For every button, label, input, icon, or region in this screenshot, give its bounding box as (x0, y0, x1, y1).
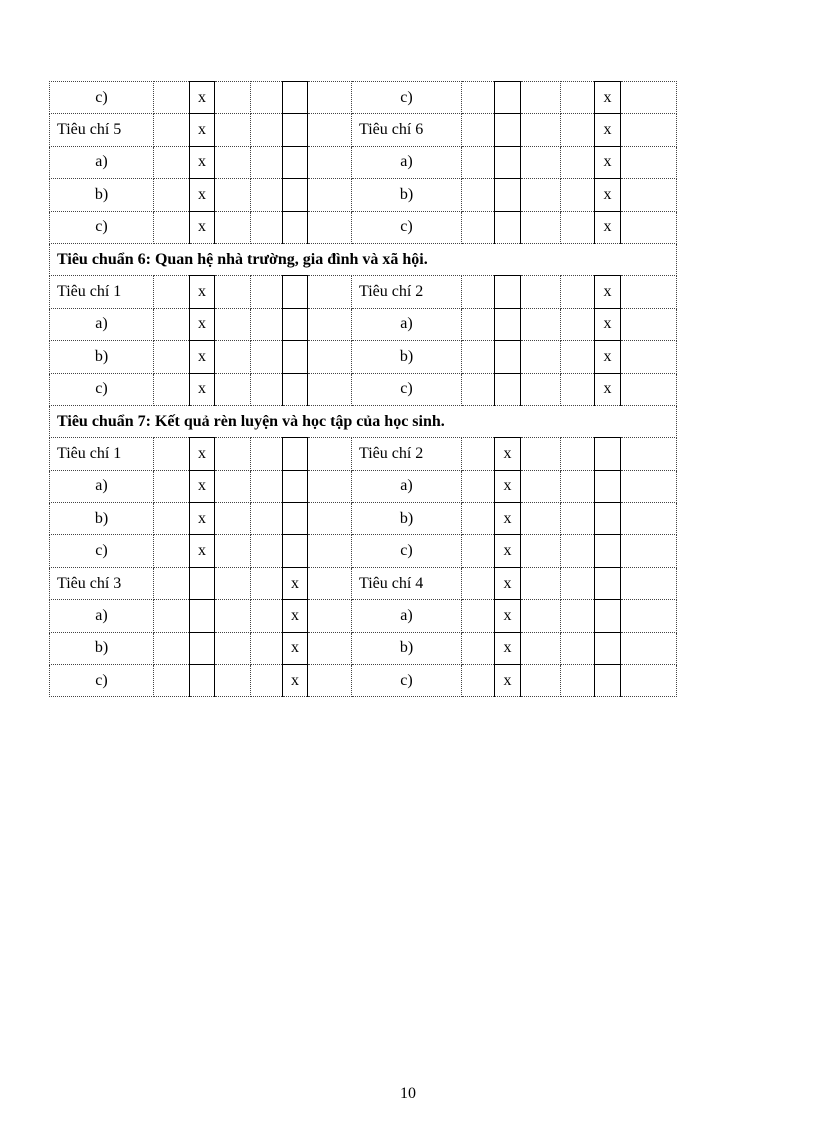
left-rating-cell (251, 600, 283, 632)
right-rating-cell (621, 341, 677, 373)
right-rating-cell (595, 438, 621, 470)
left-rating-cell: x (190, 146, 215, 178)
right-rating-cell (462, 211, 495, 243)
left-rating-cell (154, 535, 190, 567)
right-rating-cell: x (595, 82, 621, 114)
left-rating-cell (154, 567, 190, 599)
right-rating-cell (561, 535, 595, 567)
left-rating-cell (251, 179, 283, 211)
right-rating-cell (521, 373, 561, 405)
left-rating-cell: x (283, 632, 308, 664)
right-rating-cell (621, 211, 677, 243)
left-rating-cell (215, 567, 251, 599)
left-rating-cell (283, 470, 308, 502)
left-rating-cell (308, 308, 352, 340)
right-rating-cell (521, 632, 561, 664)
right-rating-cell (595, 535, 621, 567)
left-criterion-label: a) (50, 308, 154, 340)
right-rating-cell (621, 146, 677, 178)
right-rating-cell (561, 146, 595, 178)
left-criterion-label: c) (50, 82, 154, 114)
right-rating-cell (462, 438, 495, 470)
left-rating-cell (154, 470, 190, 502)
right-rating-cell (561, 179, 595, 211)
section-heading: Tiêu chuẩn 7: Kết quả rèn luyện và học tập của học sinh. (50, 405, 677, 437)
page-number: 10 (400, 1085, 416, 1102)
left-criterion-label: c) (50, 665, 154, 697)
left-rating-cell (308, 341, 352, 373)
left-rating-cell (308, 211, 352, 243)
right-rating-cell (561, 341, 595, 373)
right-rating-cell (621, 503, 677, 535)
right-rating-cell (521, 600, 561, 632)
left-criterion-label: a) (50, 146, 154, 178)
right-rating-cell (462, 373, 495, 405)
criterion-row (50, 211, 677, 243)
left-rating-cell: x (283, 567, 308, 599)
right-rating-cell (462, 665, 495, 697)
criterion-row (50, 567, 677, 599)
left-rating-cell (251, 373, 283, 405)
right-rating-cell (621, 567, 677, 599)
right-rating-cell (621, 276, 677, 308)
left-rating-cell (154, 146, 190, 178)
right-rating-cell (495, 276, 521, 308)
left-rating-cell (215, 373, 251, 405)
left-rating-cell (215, 470, 251, 502)
left-criterion-label: Tiêu chí 3 (50, 567, 154, 599)
left-rating-cell (251, 567, 283, 599)
left-rating-cell (154, 665, 190, 697)
left-rating-cell (251, 276, 283, 308)
right-rating-cell: x (595, 308, 621, 340)
right-rating-cell (521, 179, 561, 211)
right-rating-cell (521, 114, 561, 146)
right-rating-cell (495, 211, 521, 243)
left-rating-cell (308, 276, 352, 308)
left-rating-cell (154, 600, 190, 632)
left-rating-cell (215, 211, 251, 243)
criterion-row (50, 114, 677, 146)
right-rating-cell (521, 503, 561, 535)
right-rating-cell (495, 114, 521, 146)
right-rating-cell (561, 438, 595, 470)
left-rating-cell (308, 632, 352, 664)
left-rating-cell (251, 665, 283, 697)
left-rating-cell (308, 438, 352, 470)
right-rating-cell (621, 535, 677, 567)
right-criterion-label: a) (352, 146, 462, 178)
right-rating-cell: x (595, 341, 621, 373)
left-rating-cell (154, 373, 190, 405)
right-criterion-label: b) (352, 341, 462, 373)
left-rating-cell: x (190, 341, 215, 373)
right-rating-cell (595, 600, 621, 632)
left-rating-cell (154, 211, 190, 243)
right-rating-cell (462, 82, 495, 114)
left-rating-cell (308, 567, 352, 599)
right-rating-cell (561, 567, 595, 599)
right-rating-cell: x (595, 146, 621, 178)
right-rating-cell (521, 276, 561, 308)
left-rating-cell (154, 276, 190, 308)
section-heading-row (50, 405, 677, 437)
left-rating-cell (190, 567, 215, 599)
right-criterion-label: c) (352, 535, 462, 567)
left-rating-cell (283, 276, 308, 308)
left-criterion-label: b) (50, 341, 154, 373)
right-rating-cell (462, 600, 495, 632)
left-rating-cell (215, 535, 251, 567)
right-rating-cell (621, 470, 677, 502)
left-rating-cell (283, 114, 308, 146)
left-rating-cell (251, 211, 283, 243)
left-rating-cell (308, 114, 352, 146)
right-rating-cell (595, 470, 621, 502)
right-rating-cell (621, 632, 677, 664)
left-rating-cell (251, 82, 283, 114)
left-rating-cell (251, 341, 283, 373)
left-rating-cell (308, 373, 352, 405)
criterion-row (50, 82, 677, 114)
right-rating-cell (621, 179, 677, 211)
right-rating-cell (561, 503, 595, 535)
right-rating-cell (462, 535, 495, 567)
right-criterion-label: c) (352, 211, 462, 243)
right-rating-cell (595, 567, 621, 599)
criterion-row (50, 308, 677, 340)
right-rating-cell (561, 82, 595, 114)
left-rating-cell (283, 211, 308, 243)
right-criterion-label: a) (352, 470, 462, 502)
right-rating-cell (561, 276, 595, 308)
right-rating-cell (621, 438, 677, 470)
right-criterion-label: Tiêu chí 2 (352, 438, 462, 470)
criterion-row (50, 373, 677, 405)
left-rating-cell (283, 146, 308, 178)
criterion-row (50, 146, 677, 178)
right-rating-cell: x (495, 567, 521, 599)
right-rating-cell: x (595, 114, 621, 146)
left-rating-cell (308, 503, 352, 535)
right-rating-cell (462, 503, 495, 535)
left-rating-cell (283, 535, 308, 567)
right-rating-cell: x (595, 211, 621, 243)
left-criterion-label: c) (50, 535, 154, 567)
right-criterion-label: Tiêu chí 4 (352, 567, 462, 599)
right-rating-cell (621, 82, 677, 114)
left-rating-cell (215, 179, 251, 211)
right-rating-cell (561, 373, 595, 405)
left-rating-cell (215, 276, 251, 308)
right-rating-cell (621, 373, 677, 405)
left-rating-cell: x (190, 438, 215, 470)
left-rating-cell (251, 308, 283, 340)
left-rating-cell (251, 470, 283, 502)
left-rating-cell (283, 308, 308, 340)
right-criterion-label: Tiêu chí 2 (352, 276, 462, 308)
left-rating-cell (215, 438, 251, 470)
left-criterion-label: Tiêu chí 1 (50, 276, 154, 308)
right-rating-cell: x (495, 503, 521, 535)
right-rating-cell (621, 600, 677, 632)
right-criterion-label: b) (352, 632, 462, 664)
section-heading: Tiêu chuẩn 6: Quan hệ nhà trường, gia đình và xã hội. (50, 243, 677, 275)
right-rating-cell (462, 567, 495, 599)
right-rating-cell (462, 308, 495, 340)
left-rating-cell: x (190, 470, 215, 502)
left-rating-cell: x (190, 535, 215, 567)
right-rating-cell (521, 341, 561, 373)
right-rating-cell (462, 114, 495, 146)
left-rating-cell: x (190, 503, 215, 535)
right-criterion-label: c) (352, 665, 462, 697)
left-rating-cell (283, 438, 308, 470)
right-rating-cell (521, 82, 561, 114)
left-rating-cell (283, 503, 308, 535)
left-criterion-label: b) (50, 179, 154, 211)
left-rating-cell: x (190, 114, 215, 146)
section-heading-row (50, 243, 677, 275)
left-criterion-label: b) (50, 632, 154, 664)
left-criterion-label: Tiêu chí 5 (50, 114, 154, 146)
left-rating-cell: x (190, 179, 215, 211)
left-rating-cell (154, 341, 190, 373)
right-rating-cell (561, 211, 595, 243)
left-rating-cell (251, 503, 283, 535)
left-rating-cell (215, 82, 251, 114)
left-rating-cell (154, 179, 190, 211)
right-rating-cell (521, 438, 561, 470)
right-rating-cell (621, 114, 677, 146)
left-criterion-label: Tiêu chí 1 (50, 438, 154, 470)
left-rating-cell (154, 438, 190, 470)
left-rating-cell (215, 665, 251, 697)
left-rating-cell (251, 632, 283, 664)
right-rating-cell: x (495, 665, 521, 697)
right-criterion-label: c) (352, 373, 462, 405)
right-rating-cell: x (495, 632, 521, 664)
right-rating-cell (521, 665, 561, 697)
evaluation-table (49, 81, 677, 697)
right-rating-cell (521, 308, 561, 340)
left-rating-cell (154, 503, 190, 535)
criterion-row (50, 179, 677, 211)
left-rating-cell (308, 82, 352, 114)
right-rating-cell (462, 276, 495, 308)
left-rating-cell (283, 82, 308, 114)
left-rating-cell (190, 632, 215, 664)
left-rating-cell (283, 179, 308, 211)
right-rating-cell (495, 146, 521, 178)
right-rating-cell (462, 146, 495, 178)
right-rating-cell (462, 179, 495, 211)
right-rating-cell: x (495, 438, 521, 470)
left-rating-cell (215, 600, 251, 632)
criterion-row (50, 341, 677, 373)
left-rating-cell (215, 308, 251, 340)
left-rating-cell (215, 341, 251, 373)
right-criterion-label: Tiêu chí 6 (352, 114, 462, 146)
left-rating-cell (283, 341, 308, 373)
right-rating-cell (521, 146, 561, 178)
criterion-row (50, 600, 677, 632)
right-rating-cell: x (495, 535, 521, 567)
right-rating-cell (621, 665, 677, 697)
right-criterion-label: c) (352, 82, 462, 114)
right-rating-cell (595, 665, 621, 697)
left-criterion-label: a) (50, 600, 154, 632)
right-rating-cell: x (595, 373, 621, 405)
right-criterion-label: a) (352, 308, 462, 340)
left-rating-cell: x (190, 308, 215, 340)
right-rating-cell (595, 503, 621, 535)
left-rating-cell (251, 438, 283, 470)
right-rating-cell (561, 632, 595, 664)
criterion-row (50, 632, 677, 664)
right-rating-cell (521, 211, 561, 243)
left-rating-cell (308, 470, 352, 502)
left-rating-cell (308, 179, 352, 211)
right-rating-cell (595, 632, 621, 664)
left-rating-cell (308, 665, 352, 697)
left-rating-cell (154, 114, 190, 146)
left-criterion-label: c) (50, 211, 154, 243)
right-rating-cell (561, 114, 595, 146)
right-criterion-label: b) (352, 179, 462, 211)
right-rating-cell (462, 470, 495, 502)
right-rating-cell (495, 179, 521, 211)
right-rating-cell (561, 470, 595, 502)
criterion-row (50, 665, 677, 697)
left-rating-cell (215, 503, 251, 535)
left-rating-cell (251, 146, 283, 178)
right-criterion-label: b) (352, 503, 462, 535)
criterion-row (50, 438, 677, 470)
criterion-row (50, 276, 677, 308)
right-rating-cell (561, 665, 595, 697)
right-rating-cell (495, 373, 521, 405)
right-rating-cell: x (495, 470, 521, 502)
left-rating-cell (190, 600, 215, 632)
left-rating-cell (215, 146, 251, 178)
right-rating-cell (495, 82, 521, 114)
right-rating-cell (621, 308, 677, 340)
left-rating-cell (251, 535, 283, 567)
right-rating-cell (521, 567, 561, 599)
left-rating-cell (308, 146, 352, 178)
left-rating-cell (283, 373, 308, 405)
left-rating-cell (190, 665, 215, 697)
criterion-row (50, 503, 677, 535)
left-criterion-label: c) (50, 373, 154, 405)
criterion-row (50, 535, 677, 567)
right-rating-cell (462, 632, 495, 664)
left-rating-cell (154, 82, 190, 114)
left-rating-cell: x (190, 276, 215, 308)
left-rating-cell: x (190, 373, 215, 405)
left-rating-cell (215, 114, 251, 146)
left-rating-cell: x (190, 82, 215, 114)
left-rating-cell: x (283, 600, 308, 632)
right-rating-cell (561, 308, 595, 340)
criterion-row (50, 470, 677, 502)
right-rating-cell: x (595, 179, 621, 211)
right-criterion-label: a) (352, 600, 462, 632)
left-rating-cell (215, 632, 251, 664)
right-rating-cell (521, 470, 561, 502)
right-rating-cell (495, 308, 521, 340)
right-rating-cell (561, 600, 595, 632)
right-rating-cell: x (595, 276, 621, 308)
left-rating-cell (251, 114, 283, 146)
left-rating-cell (308, 535, 352, 567)
right-rating-cell (521, 535, 561, 567)
left-criterion-label: a) (50, 470, 154, 502)
left-criterion-label: b) (50, 503, 154, 535)
left-rating-cell (154, 632, 190, 664)
left-rating-cell: x (190, 211, 215, 243)
left-rating-cell (308, 600, 352, 632)
left-rating-cell (154, 308, 190, 340)
right-rating-cell (462, 341, 495, 373)
left-rating-cell: x (283, 665, 308, 697)
right-rating-cell (495, 341, 521, 373)
right-rating-cell: x (495, 600, 521, 632)
